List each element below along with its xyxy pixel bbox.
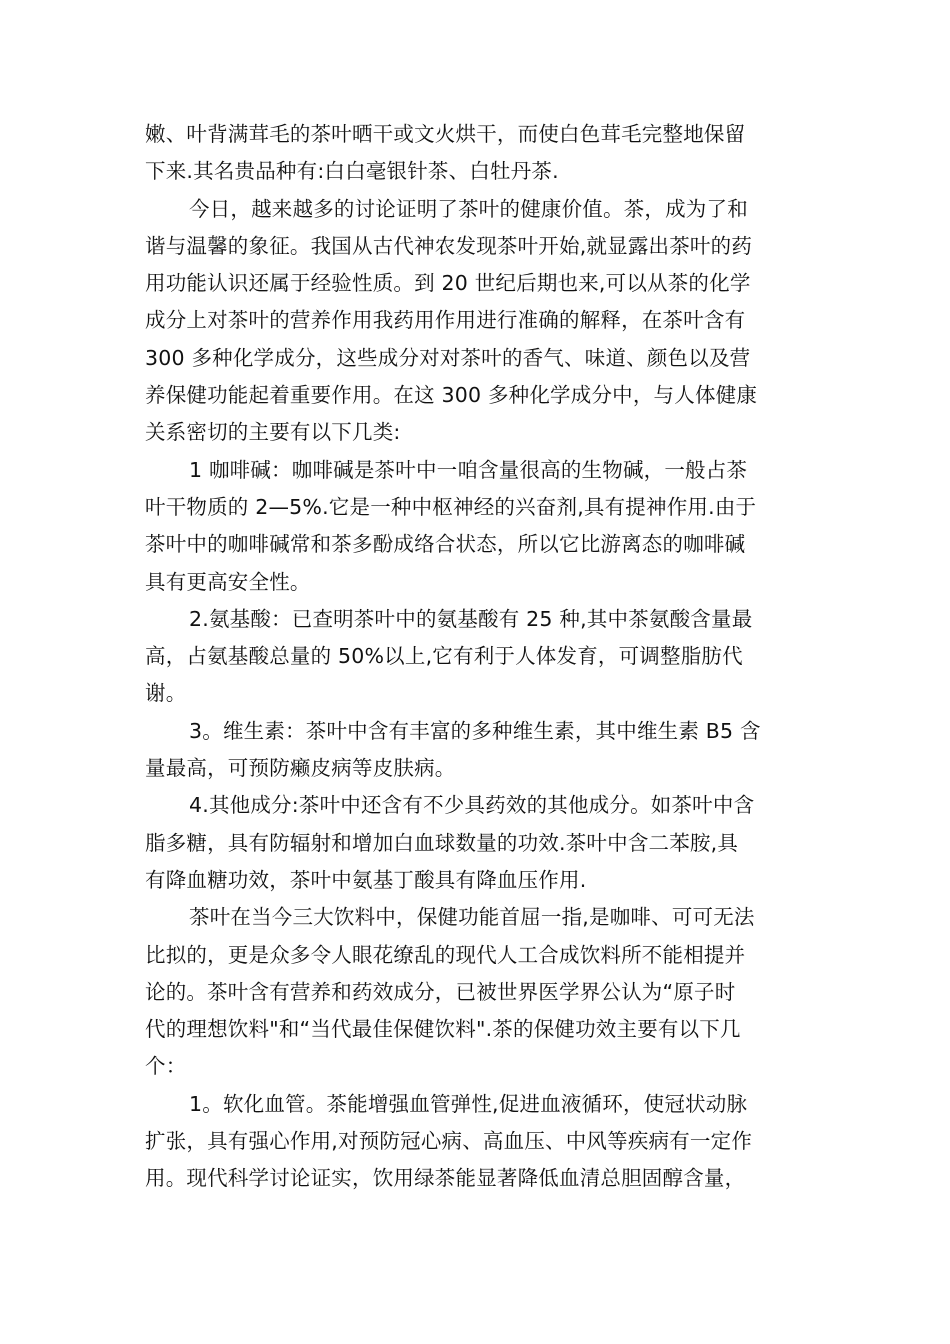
paragraph-first-line: 2.氨基酸：已查明茶叶中的氨基酸有 25 种,其中茶氨酸含量最 xyxy=(189,606,753,631)
text-line: 论的。茶叶含有营养和药效成分，已被世界医学界公认为“原子时 xyxy=(145,979,736,1004)
text-line: 代的理想饮料"和“当代最佳保健饮料".茶的保健功效主要有以下几 xyxy=(145,1017,741,1042)
text-line: 下来.其名贵品种有:白白毫银针茶、白牡丹茶. xyxy=(145,159,559,184)
text-line: 成分上对茶叶的营养作用我药用作用进行准确的解释，在茶叶含有 xyxy=(145,308,746,333)
text-line: 高，占氨基酸总量的 50%以上,它有利于人体发育，可调整脂肪代 xyxy=(145,644,743,669)
paragraph-first-line: 今日，越来越多的讨论证明了茶叶的健康价值。茶，成为了和 xyxy=(189,196,748,221)
paragraph-first-line: 4.其他成分:茶叶中还含有不少具药效的其他成分。如茶叶中含 xyxy=(189,793,755,818)
text-line: 具有更高安全性。 xyxy=(145,569,311,594)
paragraph-first-line: 1 咖啡碱：咖啡碱是茶叶中一咱含量很高的生物碱，一般占茶 xyxy=(189,457,748,482)
text-line: 养保健功能起着重要作用。在这 300 多种化学成分中，与人体健康 xyxy=(145,383,758,408)
paragraph-first-line: 1。软化血管。茶能增强血管弹性,促进血液循环，使冠状动脉 xyxy=(189,1091,748,1116)
paragraph-first-line: 茶叶在当今三大饮料中，保健功能首屈一指,是咖啡、可可无法 xyxy=(189,905,755,930)
text-line: 300 多种化学成分，这些成分对对茶叶的香气、味道、颜色以及营 xyxy=(145,345,751,370)
text-line: 比拟的，更是众多令人眼花缭乱的现代人工合成饮料所不能相提并 xyxy=(145,942,746,967)
text-line: 叶干物质的 2—5%.它是一种中枢神经的兴奋剂,具有提神作用.由于 xyxy=(145,494,757,519)
text-line: 有降血糖功效，茶叶中氨基丁酸具有降血压作用. xyxy=(145,867,587,892)
text-line: 扩张，具有强心作用,对预防冠心病、高血压、中风等疾病有一定作 xyxy=(145,1129,753,1154)
text-line: 茶叶中的咖啡碱常和茶多酚成络合状态，所以它比游离态的咖啡碱 xyxy=(145,532,746,557)
text-line: 关系密切的主要有以下几类: xyxy=(145,420,401,445)
text-line: 嫩、叶背满茸毛的茶叶晒干或文火烘干，而使白色茸毛完整地保留 xyxy=(145,122,746,146)
text-line: 脂多糖，具有防辐射和增加白血球数量的功效.茶叶中含二苯胺,具 xyxy=(145,830,739,855)
text-line: 谐与温馨的象征。我国从古代神农发现茶叶开始,就显露出茶叶的药 xyxy=(145,233,753,258)
document-body xyxy=(145,116,809,1198)
paragraph-first-line: 3。维生素：茶叶中含有丰富的多种维生素，其中维生素 B5 含 xyxy=(189,718,761,743)
text-line: 谢。 xyxy=(145,681,187,706)
text-line: 量最高，可预防癞皮病等皮肤病。 xyxy=(145,756,456,781)
text-line: 用。现代科学讨论证实，饮用绿茶能显著降低血清总胆固醇含量， xyxy=(145,1166,746,1191)
text-line: 用功能认识还属于经验性质。到 20 世纪后期也来,可以从茶的化学 xyxy=(145,271,751,296)
text-line: 个： xyxy=(145,1054,187,1079)
